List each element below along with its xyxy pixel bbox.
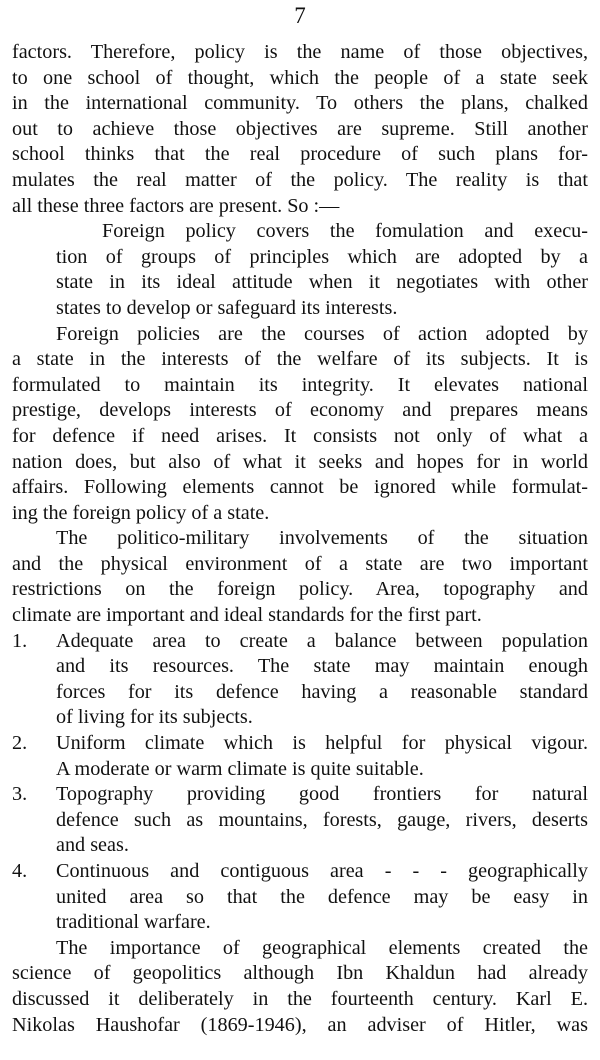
text-line: tion of groups of principles which are adopted by a xyxy=(56,245,588,268)
text-line: for defence if need arises. It consists not only of what a xyxy=(12,424,588,447)
text-line: and the physical environment of a state are two important xyxy=(12,552,588,575)
text-line: prestige, develops interests of economy and prepares means xyxy=(12,399,588,422)
paragraph-2 xyxy=(12,322,588,527)
text-line: Foreign policy covers the fomulation and execu- xyxy=(102,220,588,243)
numbered-list xyxy=(12,629,588,936)
text-line: state in its ideal attitude when it negotiates with other xyxy=(56,271,588,294)
list-item xyxy=(12,782,588,859)
text-line: of living for its subjects. xyxy=(56,706,253,729)
text-line: forces for its defence having a reasonable standard xyxy=(56,680,588,703)
text-line: all these three factors are present. So :— xyxy=(12,194,340,217)
text-line: Continuous and contiguous area - - - geographically xyxy=(56,860,588,882)
body-text xyxy=(12,40,588,1038)
text-line: to one school of thought, which the people of a state seek xyxy=(12,66,588,89)
list-item xyxy=(12,629,588,731)
text-line: Foreign policies are the courses of action adopted by xyxy=(56,322,588,345)
text-line: mulates the real matter of the policy. The reality is that xyxy=(12,168,588,191)
list-number: 3. xyxy=(12,783,28,806)
text-line: school thinks that the real procedure of such plans for- xyxy=(12,143,588,166)
text-line: science of geopolitics although Ibn Khaldun had already xyxy=(12,962,588,985)
text-line: formulated to maintain its integrity. It elevates national xyxy=(12,373,588,396)
text-line: restrictions on the foreign policy. Area, topography and xyxy=(12,578,588,601)
list-number: 1. xyxy=(12,629,28,652)
text-line: factors. Therefore, policy is the name of those objectives, xyxy=(12,41,588,63)
list-item xyxy=(12,859,588,936)
text-line: discussed it deliberately in the fourteenth century. Karl E. xyxy=(12,987,588,1010)
text-line: The politico-military involvements of the situation xyxy=(56,527,588,550)
list-number: 2. xyxy=(12,732,28,755)
list-number: 4. xyxy=(12,860,28,882)
text-line: traditional warfare. xyxy=(56,911,211,934)
paragraph-4 xyxy=(12,936,588,1038)
text-line: united area so that the defence may be easy in xyxy=(56,885,588,908)
text-line: Nikolas Haushofar (1869-1946), an adviser of Hitler, was xyxy=(12,1013,588,1036)
text-line: defence such as mountains, forests, gauge, rivers, deserts xyxy=(56,808,588,831)
text-line: and its resources. The state may maintain enough xyxy=(56,655,588,678)
block-quote xyxy=(12,219,588,321)
text-line: out to achieve those objectives are supreme. Still another xyxy=(12,117,588,140)
text-line: Adequate area to create a balance between population xyxy=(56,629,588,652)
text-line: ing the foreign policy of a state. xyxy=(12,501,270,524)
text-line: affairs. Following elements cannot be ignored while formulat- xyxy=(12,476,588,499)
text-line: Uniform climate which is helpful for physical vigour. xyxy=(56,732,588,755)
text-line: and seas. xyxy=(56,834,129,857)
page-number: 7 xyxy=(294,3,306,28)
text-line: a state in the interests of the welfare of its subjects. It is xyxy=(12,348,588,371)
text-line: The importance of geographical elements created the xyxy=(56,936,588,959)
list-item xyxy=(12,731,588,782)
paragraph-3 xyxy=(12,526,588,628)
text-line: in the international community. To others the plans, chalked xyxy=(12,92,588,115)
text-line: Topography providing good frontiers for natural xyxy=(56,783,588,806)
text-line: A moderate or warm climate is quite suitable. xyxy=(56,757,424,780)
text-line: climate are important and ideal standards for the first part. xyxy=(12,604,482,627)
text-line: states to develop or safeguard its interests. xyxy=(56,296,398,319)
paragraph-1 xyxy=(12,40,588,219)
text-line: nation does, but also of what it seeks and hopes for in world xyxy=(12,450,588,473)
